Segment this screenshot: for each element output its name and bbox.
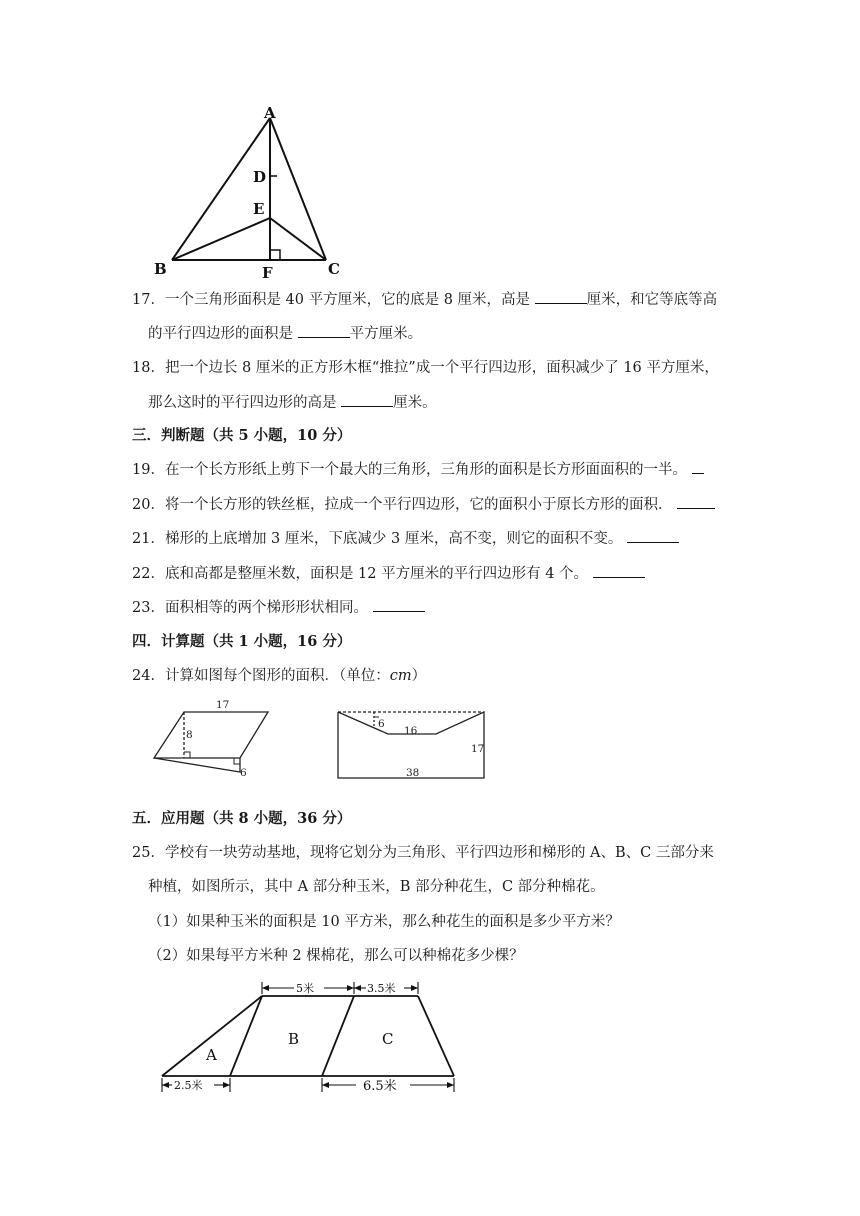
q25-sub2: （2）如果每平方米种 2 棵棉花，那么可以种棉花多少棵？: [148, 948, 524, 964]
label-top-5m: 5米: [296, 982, 314, 995]
section-5-heading: 五．应用题（共 8 小题，36 分）: [132, 810, 352, 827]
label-e: E: [253, 200, 265, 218]
right-angle-mark-a1: [184, 752, 190, 758]
q17-line1: 17．一个三角形面积是 40 平方厘米，它的底是 8 厘米，高是 厘米，和它等底等高: [132, 289, 717, 311]
q21-blank: [627, 528, 679, 543]
q23-blank: [373, 597, 425, 612]
label-mid-16: 16: [404, 725, 418, 737]
trapezoid-right-edge: [418, 996, 454, 1076]
arrow-3: [354, 985, 361, 991]
q25-sub1: （1）如果种玉米的面积是 10 平方米，那么种花生的面积是多少平方米？: [148, 914, 620, 930]
label-right-17: 17: [471, 743, 485, 755]
arrow-4: [411, 985, 418, 991]
label-b: B: [154, 260, 167, 278]
q18-line2: 那么这时的平行四边形的高是 厘米。: [148, 392, 437, 414]
triangle-hypotenuse: [162, 996, 262, 1076]
q17-blank1: [535, 289, 587, 304]
label-top-3-5m: 3.5米: [367, 982, 396, 995]
q20-blank: [677, 494, 715, 509]
label-bottom-6-5m: 6.5米: [363, 1079, 397, 1094]
triangle-figure: [148, 104, 358, 280]
region-label-b: B: [288, 1030, 300, 1048]
q19-blank: [692, 459, 704, 474]
right-angle-mark: [270, 250, 280, 260]
q19-line: 19．在一个长方形纸上剪下一个最大的三角形，三角形的面积是长方形面面积的一半。: [132, 459, 704, 481]
arrow-1: [262, 985, 269, 991]
q23-line: 23．面积相等的两个梯形形状相同。: [132, 597, 425, 619]
land-plot-figure: [156, 978, 460, 1098]
q21-line: 21．梯形的上底增加 3 厘米，下底减少 3 厘米，高不变，则它的面积不变。: [132, 528, 679, 550]
arrow-5: [162, 1082, 169, 1088]
q20-line: 20．将一个长方形的铁丝框，拉成一个平行四边形，它的面积小于原长方形的面积．: [132, 494, 715, 516]
triangle-shape: [154, 758, 240, 772]
q25-line2: 种植，如图所示，其中 A 部分种玉米，B 部分种花生，C 部分种棉花。: [148, 879, 605, 895]
right-angle-mark-a2: [234, 758, 240, 764]
label-f: F: [262, 264, 273, 280]
label-d: D: [253, 168, 267, 186]
arrow-7: [322, 1082, 329, 1088]
section-4-heading: 四．计算题（共 1 小题，16 分）: [132, 633, 352, 650]
label-height-8: 8: [186, 729, 193, 741]
q22-blank: [593, 563, 645, 578]
arrow-6: [223, 1082, 230, 1088]
region-label-c: C: [382, 1030, 394, 1048]
region-label-a: A: [206, 1046, 217, 1064]
q25-line1: 25．学校有一块劳动基地，现将它划分为三角形、平行四边形和梯形的 A、B、C 三部分来: [132, 845, 714, 861]
composite-figure-b: [334, 706, 494, 784]
q18-line1: 18．把一个边长 8 厘米的正方形木框“推拉”成一个平行四边形，面积减少了 16 平方厘米，: [132, 360, 719, 376]
divider-bc: [322, 996, 354, 1076]
label-a: A: [264, 104, 276, 122]
q22-line: 22．底和高都是整厘米数，面积是 12 平方厘米的平行四边形有 4 个。: [132, 563, 645, 585]
label-c: C: [328, 260, 340, 278]
parallelogram-shape: [154, 712, 268, 758]
label-bottom-2-5m: 2.5米: [174, 1079, 203, 1092]
label-bottom-38: 38: [406, 767, 420, 779]
arrow-2: [347, 985, 354, 991]
q17-blank2: [298, 323, 350, 338]
label-notch-6: 6: [378, 718, 385, 730]
q17-line2: 的平行四边形的面积是 平方厘米。: [148, 323, 422, 345]
arrow-8: [447, 1082, 454, 1088]
label-side-6: 6: [240, 767, 247, 779]
label-top-17: 17: [216, 699, 230, 711]
composite-figure-a: [148, 696, 280, 786]
q18-blank: [341, 392, 393, 407]
q24-line: 24．计算如图每个图形的面积．（单位：cm）: [132, 668, 427, 684]
section-3-heading: 三．判断题（共 5 小题，10 分）: [132, 427, 352, 444]
